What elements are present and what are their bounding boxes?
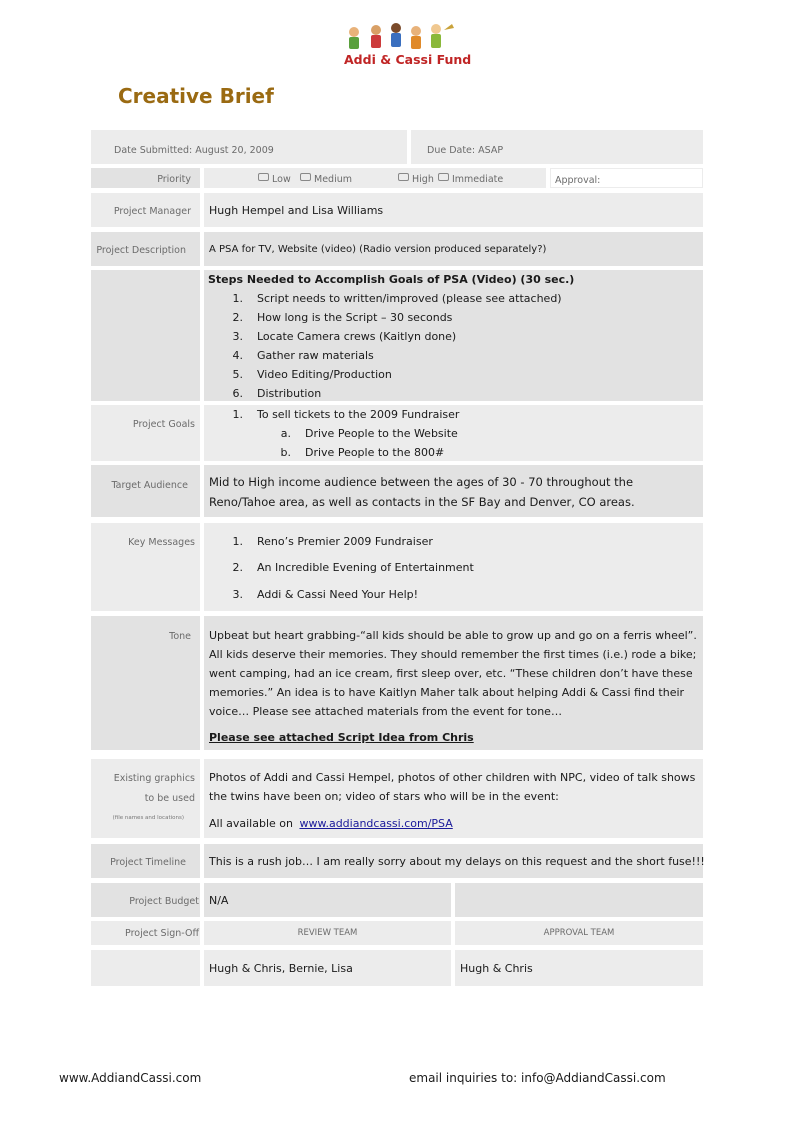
approval-team-header: APPROVAL TEAM: [543, 928, 615, 938]
priority-high-label: High: [412, 174, 434, 185]
review-team-value-cell: [204, 950, 451, 986]
logo-kids-icon: [340, 20, 460, 52]
key-messages-label-cell: [91, 523, 200, 611]
target-audience-line2: Reno/Tahoe area, as well as contacts in the SF Bay and Denver, CO areas.: [209, 495, 635, 509]
psa-url-link[interactable]: www.addiandcassi.com/PSA: [299, 817, 453, 830]
budget-label: Project Budget: [129, 896, 199, 907]
signoff-empty-cell: [91, 950, 200, 986]
priority-label: Priority: [157, 174, 191, 185]
key-messages-value-cell: 1. Reno’s Premier 2009 Fundraiser 2. An Incredible Evening of Entertainment 3. Addi & Cassi Need Your Help!: [204, 523, 703, 611]
approval-label: Approval:: [555, 175, 601, 186]
project-manager-label-cell: [91, 193, 200, 227]
priority-immediate-label: Immediate: [452, 174, 504, 185]
logo-text: Addi & Cassi Fund: [344, 52, 472, 67]
budget-value-cell: [204, 883, 451, 917]
target-audience-value-cell: [204, 465, 703, 517]
target-audience-label: Target Audience: [111, 480, 188, 491]
review-team-header-cell: [204, 921, 451, 945]
footer-website[interactable]: www.AddiandCassi.com: [59, 1071, 202, 1085]
existing-graphics-label-cell: [91, 759, 200, 838]
review-team-header: REVIEW TEAM: [297, 928, 358, 938]
logo: [340, 20, 472, 70]
project-description-value: A PSA for TV, Website (video) (Radio version produced separately?): [209, 244, 547, 255]
availability-line: [209, 817, 453, 830]
page-title: Creative Brief: [118, 84, 274, 108]
existing-graphics-line2: the twins have been on; video of stars who will be in the event:: [209, 790, 559, 803]
checkbox-icon: [300, 173, 311, 181]
steps-value-cell: Steps Needed to Accomplish Goals of PSA (Video) (30 sec.) 1. Script needs to written/improved (please see attached) 2. How long is the Script – 30 seconds 3. Locate Camera crews (Kaitlyn done) 4. Gather raw materials 5. Video Editing/Production 6. Distribution: [204, 270, 703, 401]
project-description-label-cell: [91, 232, 200, 266]
approval-cell: [550, 168, 703, 188]
project-description-value-cell: [204, 232, 703, 266]
approval-team-value: Hugh & Chris: [460, 962, 533, 975]
tone-line: voice… Please see attached materials from the event for tone…: [209, 705, 562, 718]
target-audience-line1: Mid to High income audience between the ages of 30 - 70 throughout the: [209, 475, 634, 489]
priority-low-label: Low: [272, 174, 291, 185]
existing-graphics-note: (file names and locations): [112, 815, 184, 821]
priority-medium[interactable]: [300, 173, 352, 185]
steps-label-cell: [91, 270, 200, 401]
tone-line: All kids deserve their memories. They should remember the first times (i.e.) rode a bike;: [209, 648, 697, 661]
due-date: Due Date: ASAP: [427, 145, 504, 156]
due-date-cell: [411, 130, 703, 164]
tone-label: Tone: [169, 631, 191, 642]
script-idea-link[interactable]: Please see attached Script Idea from Chris: [209, 731, 474, 744]
priority-options-cell: [204, 168, 546, 188]
approval-team-header-cell: [455, 921, 703, 945]
checkbox-icon: [258, 173, 269, 181]
timeline-value-cell: [204, 844, 703, 878]
project-description-label: Project Description: [96, 245, 186, 256]
project-manager-value: Hugh Hempel and Lisa Williams: [209, 204, 384, 217]
budget-label-cell: [91, 883, 200, 917]
priority-medium-label: Medium: [314, 174, 352, 185]
tone-value-cell: [204, 616, 703, 750]
footer-email[interactable]: email inquiries to: info@AddiandCassi.com: [409, 1071, 666, 1085]
signoff-label: Project Sign-Off: [125, 928, 199, 939]
priority-label-cell: [91, 168, 200, 188]
checkbox-icon: [398, 173, 409, 181]
project-manager-label: Project Manager: [113, 206, 191, 217]
project-goals-label-cell: [91, 405, 200, 461]
tone-line: went camping, had an ice cream, first sleep over, etc. “These children don’t have these: [209, 667, 693, 680]
availability-prefix: All available on: [209, 817, 293, 830]
date-submitted-cell: [91, 130, 407, 164]
tone-label-cell: [91, 616, 200, 750]
priority-immediate[interactable]: [438, 173, 503, 185]
date-submitted: Date Submitted: August 20, 2009: [114, 145, 274, 156]
existing-graphics-label1: Existing graphics: [113, 773, 195, 784]
project-goals-value-cell: 1. To sell tickets to the 2009 Fundraiser a. Drive People to the Website b. Drive People to the 800#: [204, 405, 703, 461]
key-messages-label: Key Messages: [128, 537, 195, 548]
project-manager-value-cell: [204, 193, 703, 227]
timeline-label: Project Timeline: [110, 857, 186, 868]
timeline-value: This is a rush job… I am really sorry about my delays on this request and the short fuse!!!: [209, 855, 705, 868]
checkbox-icon: [438, 173, 449, 181]
budget-value: N/A: [209, 894, 229, 907]
timeline-label-cell: [91, 844, 200, 878]
existing-graphics-label2: to be used: [144, 793, 195, 804]
signoff-label-cell: [91, 921, 200, 945]
steps-heading: Steps Needed to Accomplish Goals of PSA (Video) (30 sec.): [208, 273, 575, 286]
budget-empty-cell: [455, 883, 703, 917]
approval-team-value-cell: [455, 950, 703, 986]
priority-high[interactable]: [398, 173, 434, 185]
tone-line: Upbeat but heart grabbing-“all kids should be able to grow up and go on a ferris wheel”.: [209, 629, 697, 642]
existing-graphics-line1: Photos of Addi and Cassi Hempel, photos of other children with NPC, video of talk shows: [209, 771, 696, 784]
review-team-value: Hugh & Chris, Bernie, Lisa: [209, 962, 353, 975]
tone-line: memories.” An idea is to have Kaitlyn Maher talk about helping Addi & Cassi find their: [209, 686, 685, 699]
target-audience-label-cell: [91, 465, 200, 517]
existing-graphics-value-cell: [204, 759, 703, 838]
project-goals-label: Project Goals: [132, 419, 195, 430]
priority-low[interactable]: [258, 173, 291, 185]
